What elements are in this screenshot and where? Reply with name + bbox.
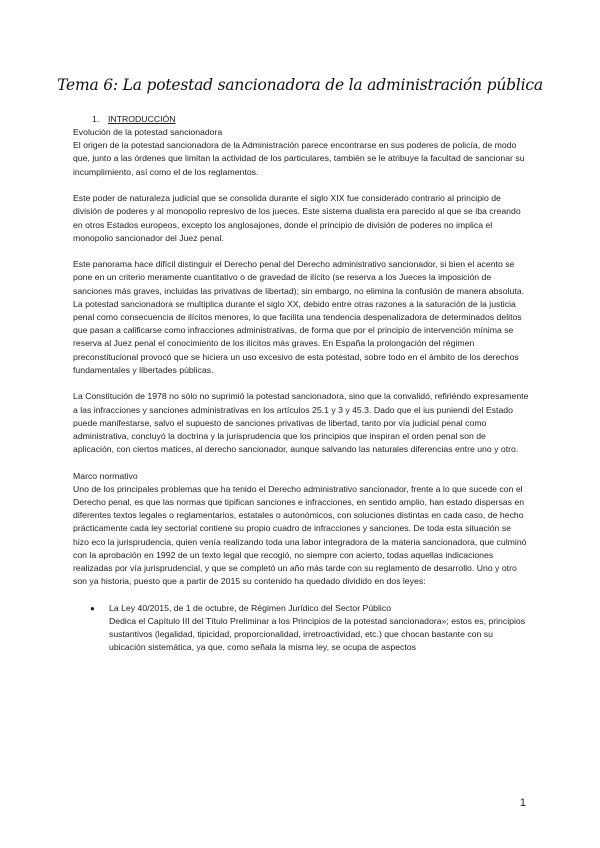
paragraph: La Constitución de 1978 no sólo no suprimió la potestad sancionadora, sino que la convalidó, refiriéndo expresamente a las infracciones y sanciones administrativas en los artículos 25.1 y 3 y 45.3. Dado que el ius puniendi del Estado puede manifestarse, salvo el supuesto de sanciones privativas de libertad, tanto por vía judicial penal como administrativa, concluyó la doctrina y la jurisprudencia que los principios que inspiran el orden penal son de aplicación, con ciertos matices, al derecho sancionador, aunque salvando las naturales diferencias entre uno y otro. [73, 391, 529, 455]
subheading-marco-normativo: Marco normativo [73, 470, 138, 481]
paragraph: Uno de los principales problemas que ha tenido el Derecho administrativo sancionador, frente a lo que sucede con el Derecho penal, es que las normas que tipifican sanciones e infracciones, en sentido amplio, han estado dispersas en diferentes textos legales o reglamentarios, estatales o autonómicos, con soluciones distintas en cada caso, de hecho prácticamente cada ley sectorial contiene su propio cuadro de infracciones y sanciones. De toda esta situación se hizo eco la jurisprudencia, quien venía realizando toda una labor integradora de la materia sancionadora, que culminó con la aprobación en 1992 de un texto legal que recogió, no siempre con acierto, todas aquellas indicaciones realizadas por vía jurisprudencial, y que se completó un año más tarde con su reglamento de desarrollo. Uno y otro son ya historia, puesto que a partir de 2015 su contenido ha quedado dividido en dos leyes: [73, 483, 527, 587]
subheading-evolucion: Evolución de la potestad sancionadora [73, 127, 223, 137]
bullet-icon: ● [90, 603, 95, 613]
section-number: 1. [92, 114, 100, 124]
paragraph: El origen de la potestad sancionadora de la Administración parece encontrarse en sus poderes de policía, de modo que, junto a las órdenes que limitan la actividad de los particulares, también se le atribuye la facultad de sancionar su incumplimiento, así como el de los reglamentos. [73, 140, 525, 177]
list-item [87, 602, 529, 655]
list-item-title: La Ley 40/2015, de 1 de octubre, de Régimen Jurídico del Sector Público [109, 602, 392, 613]
bullet-list [73, 602, 529, 655]
document-body [73, 113, 529, 655]
section-heading [92, 113, 529, 126]
paragraph: Este panorama hace difícil distinguir el Derecho penal del Derecho administrativo sancionador, si bien el acento se pone en un criterio meramente cuantitativo o de gravedad de ilícito (se reserva a los Jueces la imposición de sanciones más graves, incluidas las privativas de libertad); sin embargo, no elimina la confusión de manera absoluta. La potestad sancionadora se multiplica durante el siglo XX, debido entre otras razones a la saturación de la justicia penal como consecuencia de ilícitos menores, lo que facilita una tendencia despenalizadora de determinados delitos que pasan a calificarse como infracciones administrativas, de forma que por el principio de intervención mínima se reserva al Juez penal el conocimiento de los ilícitos más graves. En España la prolongación del régimen preconstitucional provocó que se hiciera un uso excesivo de esta potestad, sobre todo en el ámbito de los derechos fundamentales y libertades públicas. [73, 259, 525, 375]
list-item-text: Dedica el Capítulo III del Título Preliminar a los Principios de la potestad sancionadora»; estos es, principios sustantivos (legalidad, tipicidad, proporcionalidad, irretroactividad, etc.) que chocan bastante con su ubicación sistemática, ya que, como señala la misma ley, se ocupa de aspectos [109, 615, 526, 653]
page-number: 1 [519, 797, 526, 809]
paragraph: Este poder de naturaleza judicial que se consolida durante el siglo XIX fue considerado contrario al principio de división de poderes y al monopolio represivo de los jueces. Este sistema dualista era parecido al que se iba creando en otros Estados europeos, excepto los anglosajones, donde el principio de división de poderes no implica el monopolio sancionador del Juez penal. [73, 193, 521, 243]
document-title: Tema 6: La potestad sancionadora de la administración pública [57, 76, 543, 94]
section-heading-text: INTRODUCCIÓN [108, 114, 176, 124]
